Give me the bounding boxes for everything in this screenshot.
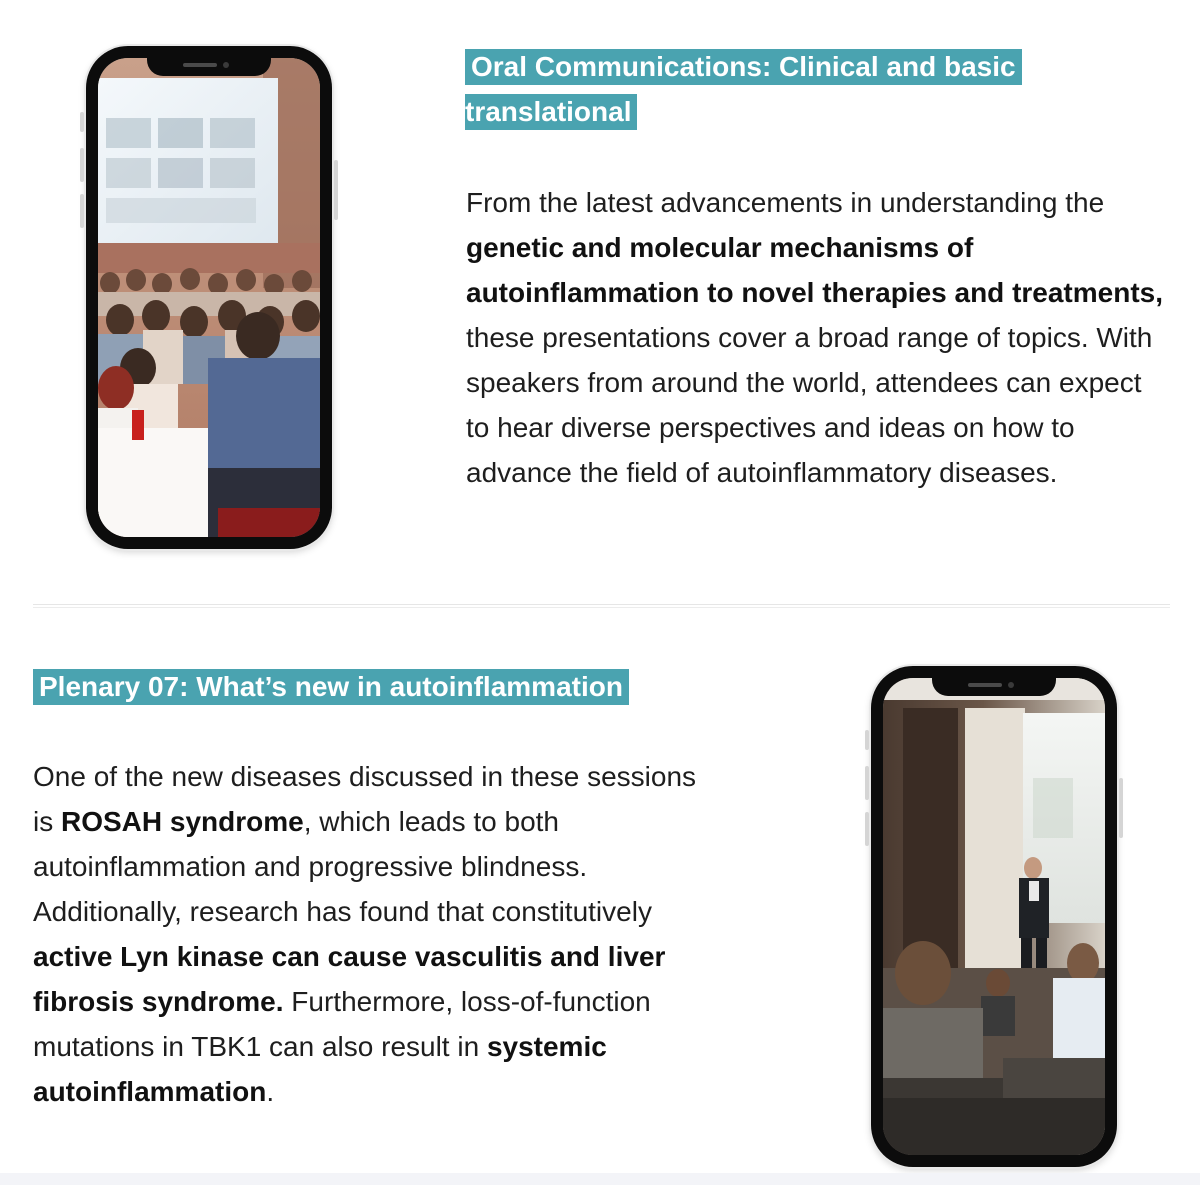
speaker-presentation-photo [883,678,1105,1155]
phone-volume-down-button [80,194,84,228]
phone-speaker [968,683,1002,687]
heading-line-2: translational [465,94,637,130]
speaker-presentation-illustration [883,678,1105,1155]
section-heading-plenary-07 [33,664,733,709]
phone-mockup-speaker [871,666,1117,1167]
phone-speaker [183,63,217,67]
body-text-segment: , which leads to both autoinflammation and progressive blindness. Additionally, research has found that constitutively [33,806,652,927]
body-bold-lyn-kinase: active Lyn kinase can cause vasculitis and liver fibrosis syndrome. [33,941,666,1017]
phone-notch [147,46,271,76]
phone-volume-up-button [865,766,869,800]
conference-audience-photo [98,58,320,537]
conference-audience-illustration [98,58,320,537]
body-text-segment: One of the new diseases discussed in these sessions is [33,761,697,837]
body-text-segment: these presentations cover a broad range of topics. With speakers from around the world, attendees can expect to hear diverse perspectives and ideas on how to advance the field of autoinflammatory diseases. [466,322,1153,488]
heading-text: Plenary 07: What’s new in autoinflammation [33,669,629,705]
section-divider [33,604,1170,608]
section-heading-oral-communications [465,44,1165,134]
phone-mockup-conference [86,46,332,549]
phone-camera [1008,682,1014,688]
phone-camera [223,62,229,68]
body-bold-systemic: systemic autoinflammation [33,1031,607,1107]
body-text-segment: . [266,1076,275,1107]
phone-volume-down-button [865,812,869,846]
section-body-plenary-07 [33,754,723,1114]
heading-line-1: Oral Communications: Clinical and basic [465,49,1022,85]
body-bold-segment: genetic and molecular mechanisms of autoinflammation to novel therapies and treatments, [466,232,1164,308]
phone-power-button [1119,778,1123,838]
phone-power-button [334,160,338,220]
phone-volume-up-button [80,148,84,182]
phone-notch [932,666,1056,696]
body-text-segment: Furthermore, loss-of-function mutations in TBK1 can also result in [33,986,651,1062]
body-text-segment: From the latest advancements in understanding the [466,187,1105,218]
footer-band [0,1173,1200,1185]
phone-side-button [80,112,84,132]
phone-side-button [865,730,869,750]
section-body-oral-communications [466,180,1171,495]
body-bold-rosah: ROSAH syndrome [61,806,304,837]
